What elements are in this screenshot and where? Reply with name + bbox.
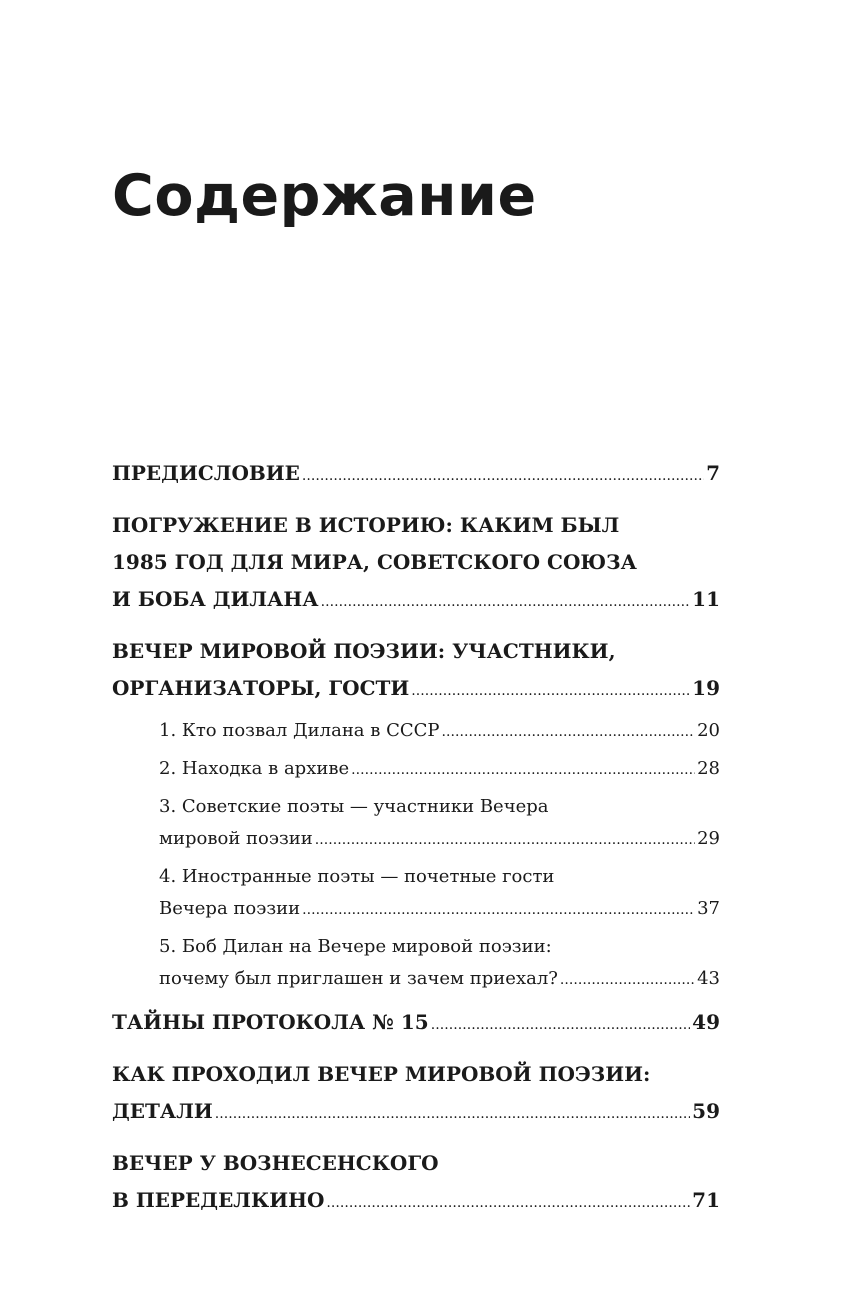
toc-entry-chapter-2[interactable]	[112, 633, 720, 710]
toc-entry-title: почему был приглашен и зачем приехал?	[159, 968, 558, 989]
dot-leader	[431, 1004, 690, 1044]
toc-subentry-3[interactable]	[159, 791, 720, 856]
page-number: 49	[692, 1010, 720, 1034]
toc-entry-title: В ПЕРЕДЕЛКИНО	[112, 1188, 325, 1212]
toc-subentry-5[interactable]	[159, 931, 720, 996]
toc-entry-line	[112, 1004, 720, 1044]
toc-entry-line	[159, 963, 720, 996]
toc-entry-chapter-5[interactable]	[112, 1145, 720, 1222]
dot-leader	[302, 455, 704, 495]
page-number: 71	[692, 1188, 720, 1212]
dot-leader	[321, 581, 691, 621]
page-number: 7	[706, 461, 720, 485]
dot-leader	[315, 823, 695, 856]
toc-entry-title-line: ПОГРУЖЕНИЕ В ИСТОРИЮ: КАКИМ БЫЛ	[112, 513, 620, 537]
toc-entry-title-line: 3. Советские поэты — участники Вечера	[159, 796, 549, 817]
page-number: 11	[692, 587, 720, 611]
toc-entry-line	[159, 823, 720, 856]
toc-entry-title: ПРЕДИСЛОВИЕ	[112, 461, 300, 485]
toc-entry-line	[112, 455, 720, 495]
toc-subentry-4[interactable]	[159, 861, 720, 926]
toc-entry-title-line: ВЕЧЕР МИРОВОЙ ПОЭЗИИ: УЧАСТНИКИ,	[112, 639, 616, 663]
toc-entry-title: мировой поэзии	[159, 828, 313, 849]
page-number: 19	[692, 676, 720, 700]
toc-entry-title-line: 4. Иностранные поэты — почетные гости	[159, 866, 555, 887]
toc-entry-title-line: ВЕЧЕР У ВОЗНЕСЕНСКОГО	[112, 1151, 439, 1175]
toc-entry-title: ОРГАНИЗАТОРЫ, ГОСТИ	[112, 676, 410, 700]
page-title: Содержание	[112, 163, 537, 229]
toc-entry-chapter-3[interactable]	[112, 1004, 720, 1044]
dot-leader	[411, 670, 690, 710]
dot-leader	[442, 715, 696, 748]
dot-leader	[215, 1093, 690, 1133]
toc-entry-chapter-4[interactable]	[112, 1056, 720, 1133]
toc-entry-title: 1. Кто позвал Дилана в СССР	[159, 720, 440, 741]
toc-entry-title: И БОБА ДИЛАНА	[112, 587, 319, 611]
toc-subentry-2[interactable]	[159, 753, 720, 786]
dot-leader	[351, 753, 695, 786]
toc-entry-line	[159, 715, 720, 748]
page-number: 43	[697, 968, 720, 989]
toc-entry-title: ТАЙНЫ ПРОТОКОЛА № 15	[112, 1010, 429, 1034]
toc-entry-title: Вечера поэзии	[159, 898, 301, 919]
toc-entry-line	[159, 893, 720, 926]
toc-entry-line	[112, 1093, 720, 1133]
table-of-contents	[112, 455, 720, 1222]
toc-entry-preface[interactable]	[112, 455, 720, 495]
toc-entry-title: ДЕТАЛИ	[112, 1099, 213, 1123]
dot-leader	[302, 893, 695, 926]
page-number: 37	[697, 898, 720, 919]
page-number: 59	[692, 1099, 720, 1123]
toc-entry-title: 2. Находка в архиве	[159, 758, 350, 779]
toc-entry-chapter-1[interactable]	[112, 507, 720, 621]
toc-subentry-1[interactable]	[159, 715, 720, 748]
toc-entry-line	[159, 753, 720, 786]
page-number: 29	[697, 828, 720, 849]
toc-entry-line	[112, 581, 720, 621]
toc-entry-title-line: КАК ПРОХОДИЛ ВЕЧЕР МИРОВОЙ ПОЭЗИИ:	[112, 1062, 651, 1086]
toc-entry-title-line: 5. Боб Дилан на Вечере мировой поэзии:	[159, 936, 552, 957]
toc-entry-line	[112, 1182, 720, 1222]
dot-leader	[326, 1182, 690, 1222]
dot-leader	[560, 963, 695, 996]
page-number: 20	[697, 720, 720, 741]
page-number: 28	[697, 758, 720, 779]
toc-entry-title-line: 1985 ГОД ДЛЯ МИРА, СОВЕТСКОГО СОЮЗА	[112, 550, 637, 574]
toc-entry-line	[112, 670, 720, 710]
